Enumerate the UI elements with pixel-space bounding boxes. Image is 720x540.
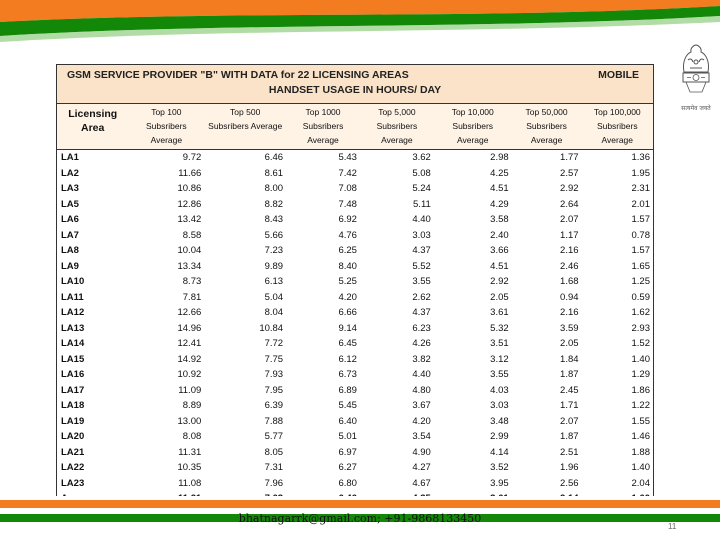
value-cell: 1.65: [631, 260, 650, 272]
value-cell: 4.51: [490, 260, 509, 272]
table-body: [57, 150, 654, 508]
column-header-top5000: Top 5,000 Subsribers Average: [360, 104, 434, 150]
value-cell: 12.66: [177, 307, 202, 318]
value-cell: 12.86: [177, 198, 202, 210]
value-cell: 2.07: [560, 415, 579, 427]
value-cell: 2.93: [631, 322, 650, 334]
value-cell: 6.39: [264, 400, 284, 411]
value-cell: 8.04: [264, 307, 284, 318]
value-cell: 4.26: [412, 338, 431, 349]
area-cell: LA15: [61, 353, 85, 365]
value-cell: 3.03: [490, 400, 509, 411]
area-cell: LA14: [61, 338, 85, 349]
table-row: [57, 181, 654, 197]
value-cell: 1.86: [631, 384, 650, 396]
table-row: [57, 212, 654, 228]
area-cell: LA7: [61, 229, 79, 241]
column-header-top50000: Top 50,000 Subsribers Average: [512, 104, 582, 150]
value-cell: 2.05: [560, 338, 579, 349]
value-cell: 5.45: [338, 400, 357, 411]
value-cell: 5.11: [413, 198, 431, 210]
mobile-label: MOBILE: [598, 69, 639, 81]
value-cell: 1.87: [560, 369, 579, 380]
value-cell: 5.66: [264, 229, 284, 241]
value-cell: 6.66: [338, 307, 357, 318]
value-cell: 5.01: [338, 431, 357, 442]
value-cell: 4.03: [490, 384, 509, 396]
table-row: [57, 398, 654, 414]
top-tricolour-band: [0, 0, 720, 44]
table-row: [57, 460, 654, 476]
area-cell: LA1: [61, 152, 79, 163]
value-cell: 3.54: [412, 431, 431, 442]
value-cell: 4.37: [412, 307, 431, 318]
value-cell: 8.58: [182, 229, 202, 241]
value-cell: 5.77: [264, 431, 284, 442]
value-cell: 4.80: [412, 384, 431, 396]
value-cell: 11.09: [178, 384, 202, 396]
value-cell: 10.92: [177, 369, 202, 380]
table-row: [57, 166, 654, 182]
value-cell: 4.90: [412, 446, 431, 458]
value-cell: 1.62: [631, 307, 650, 318]
value-cell: 1.52: [631, 338, 650, 349]
value-cell: 7.31: [264, 462, 284, 473]
value-cell: 5.25: [338, 276, 357, 287]
value-cell: 6.12: [338, 353, 357, 365]
value-cell: 3.52: [490, 462, 509, 473]
value-cell: 5.32: [490, 322, 509, 334]
value-cell: 0.78: [631, 229, 650, 241]
area-cell: LA8: [61, 245, 79, 256]
value-cell: 4.67: [412, 477, 431, 489]
table-title: GSM SERVICE PROVIDER "B" WITH DATA for 22 LICENSING AREAS: [67, 69, 409, 81]
usage-table: [56, 64, 654, 508]
value-cell: 8.61: [264, 167, 284, 179]
value-cell: 3.61: [490, 307, 509, 318]
table-row: [57, 352, 654, 368]
value-cell: 2.04: [631, 477, 650, 489]
value-cell: 2.98: [490, 152, 509, 163]
value-cell: 11.66: [178, 167, 202, 179]
value-cell: 6.73: [338, 369, 357, 380]
value-cell: 7.95: [264, 384, 284, 396]
national-emblem-icon: [676, 42, 716, 104]
value-cell: 5.43: [338, 152, 357, 163]
footer-contact: bhatnagarrk@gmail.com; +91-9868133450: [238, 512, 482, 525]
value-cell: 13.34: [177, 260, 202, 272]
value-cell: 1.68: [560, 276, 579, 287]
value-cell: 1.55: [631, 415, 650, 427]
value-cell: 1.87: [560, 431, 579, 442]
value-cell: 6.92: [338, 214, 357, 225]
value-cell: 1.95: [631, 167, 650, 179]
value-cell: 10.86: [177, 183, 202, 194]
value-cell: 4.29: [490, 198, 509, 210]
value-cell: 10.35: [177, 462, 202, 473]
value-cell: 0.59: [631, 291, 650, 303]
value-cell: 0.94: [560, 291, 579, 303]
column-header-top10000: Top 10,000 Subsribers Average: [434, 104, 512, 150]
table-row: [57, 476, 654, 492]
table-row: [57, 414, 654, 430]
value-cell: 4.14: [490, 446, 509, 458]
value-cell: 2.16: [560, 245, 579, 256]
table-row: [57, 367, 654, 383]
value-cell: 5.08: [412, 167, 431, 179]
value-cell: 1.77: [560, 152, 579, 163]
value-cell: 2.56: [560, 477, 579, 489]
value-cell: 2.05: [490, 291, 509, 303]
value-cell: 1.25: [631, 276, 650, 287]
value-cell: 1.40: [631, 462, 650, 473]
value-cell: 1.36: [631, 152, 650, 163]
value-cell: 11.31: [178, 446, 202, 458]
value-cell: 6.45: [338, 338, 357, 349]
value-cell: 4.51: [490, 183, 509, 194]
value-cell: 2.07: [560, 214, 579, 225]
value-cell: 8.05: [264, 446, 284, 458]
table-row: [57, 150, 654, 166]
value-cell: 9.14: [338, 322, 357, 334]
value-cell: 9.89: [264, 260, 284, 272]
value-cell: 6.13: [264, 276, 284, 287]
value-cell: 1.17: [560, 229, 579, 241]
value-cell: 14.92: [177, 353, 202, 365]
value-cell: 3.55: [490, 369, 509, 380]
value-cell: 2.62: [412, 291, 431, 303]
value-cell: 3.03: [412, 229, 431, 241]
area-cell: LA6: [61, 214, 79, 225]
area-cell: LA17: [61, 384, 85, 396]
value-cell: 5.52: [412, 260, 431, 272]
area-cell: LA3: [61, 183, 79, 194]
value-cell: 13.00: [177, 415, 202, 427]
value-cell: 7.75: [264, 353, 284, 365]
value-cell: 3.82: [412, 353, 431, 365]
value-cell: 3.95: [490, 477, 509, 489]
area-cell: LA18: [61, 400, 85, 411]
title-row: [57, 65, 654, 104]
value-cell: 4.20: [338, 291, 357, 303]
value-cell: 10.04: [177, 245, 202, 256]
area-cell: LA10: [61, 276, 85, 287]
column-header-top100000: Top 100,000 Subsribers Average: [582, 104, 654, 150]
table-row: [57, 197, 654, 213]
table-row: [57, 305, 654, 321]
table-row: [57, 445, 654, 461]
value-cell: 11.08: [178, 477, 202, 489]
value-cell: 7.81: [182, 291, 202, 303]
area-cell: LA2: [61, 167, 79, 179]
table-row: [57, 274, 654, 290]
value-cell: 2.31: [631, 183, 650, 194]
value-cell: 3.58: [490, 214, 509, 225]
value-cell: 3.67: [412, 400, 431, 411]
value-cell: 2.46: [560, 260, 579, 272]
value-cell: 2.64: [560, 198, 579, 210]
column-header-row: [57, 104, 654, 150]
value-cell: 6.97: [338, 446, 357, 458]
value-cell: 2.92: [560, 183, 579, 194]
value-cell: 8.82: [264, 198, 284, 210]
value-cell: 1.96: [560, 462, 579, 473]
value-cell: 6.25: [338, 245, 357, 256]
area-cell: LA12: [61, 307, 85, 318]
value-cell: 2.51: [560, 446, 579, 458]
value-cell: 1.57: [631, 245, 650, 256]
value-cell: 1.88: [631, 446, 650, 458]
value-cell: 2.40: [490, 229, 509, 241]
area-cell: LA11: [61, 291, 84, 303]
value-cell: 13.42: [177, 214, 202, 225]
value-cell: 3.55: [412, 276, 431, 287]
column-header-top500: Top 500 Subsribers Average: [204, 104, 286, 150]
value-cell: 5.24: [412, 183, 431, 194]
value-cell: 1.40: [631, 353, 650, 365]
value-cell: 3.48: [490, 415, 509, 427]
value-cell: 6.46: [264, 152, 284, 163]
area-cell: LA16: [61, 369, 85, 380]
area-cell: LA21: [61, 446, 85, 458]
value-cell: 4.37: [412, 245, 431, 256]
value-cell: 2.99: [490, 431, 509, 442]
value-cell: 2.57: [560, 167, 579, 179]
value-cell: 7.42: [338, 167, 357, 179]
column-header-top100: Top 100 Subsribers Average: [128, 104, 204, 150]
page-number: 11: [668, 522, 677, 531]
title-cell: [57, 65, 654, 104]
area-cell: LA19: [61, 415, 85, 427]
value-cell: 14.96: [177, 322, 202, 334]
value-cell: 7.88: [264, 415, 284, 427]
table-row: [57, 259, 654, 275]
value-cell: 1.22: [631, 400, 650, 411]
area-cell: LA13: [61, 322, 85, 334]
table-row: [57, 321, 654, 337]
value-cell: 3.59: [560, 322, 579, 334]
value-cell: 1.29: [631, 369, 650, 380]
value-cell: 5.04: [264, 291, 284, 303]
value-cell: 3.66: [490, 245, 509, 256]
value-cell: 2.01: [631, 198, 650, 210]
value-cell: 8.73: [182, 276, 202, 287]
area-cell: LA20: [61, 431, 85, 442]
column-header-area: Licensing Area: [57, 104, 129, 150]
value-cell: 7.48: [338, 198, 357, 210]
value-cell: 4.40: [412, 369, 431, 380]
value-cell: 2.45: [560, 384, 579, 396]
value-cell: 2.92: [490, 276, 509, 287]
table-row: [57, 228, 654, 244]
value-cell: 8.89: [182, 400, 202, 411]
area-cell: LA22: [61, 462, 85, 473]
table-subtitle: HANDSET USAGE IN HOURS/ DAY: [268, 84, 442, 96]
value-cell: 4.20: [412, 415, 431, 427]
value-cell: 4.27: [412, 462, 431, 473]
value-cell: 6.89: [338, 384, 357, 396]
emblem-caption: सत्यमेव जयते: [681, 105, 711, 112]
value-cell: 8.00: [264, 183, 284, 194]
value-cell: 4.40: [412, 214, 431, 225]
area-cell: LA5: [61, 198, 79, 210]
table-row: [57, 243, 654, 259]
value-cell: 9.72: [182, 152, 202, 163]
area-cell: LA23: [61, 477, 85, 489]
column-header-top1000: Top 1000 Subsribers Average: [286, 104, 360, 150]
table-row: [57, 383, 654, 399]
value-cell: 1.71: [560, 400, 579, 411]
value-cell: 6.40: [338, 415, 357, 427]
value-cell: 6.23: [412, 322, 431, 334]
value-cell: 3.51: [490, 338, 509, 349]
value-cell: 8.43: [264, 214, 284, 225]
value-cell: 1.46: [631, 431, 650, 442]
value-cell: 7.23: [264, 245, 284, 256]
value-cell: 12.41: [177, 338, 202, 349]
value-cell: 7.96: [264, 477, 284, 489]
value-cell: 1.84: [560, 353, 579, 365]
value-cell: 8.08: [182, 431, 202, 442]
value-cell: 4.76: [338, 229, 357, 241]
value-cell: 2.16: [560, 307, 579, 318]
value-cell: 7.72: [264, 338, 284, 349]
value-cell: 3.12: [490, 353, 509, 365]
value-cell: 10.84: [259, 322, 284, 334]
area-cell: LA9: [61, 260, 79, 272]
value-cell: 1.57: [631, 214, 650, 225]
value-cell: 3.62: [412, 152, 431, 163]
table-row: [57, 429, 654, 445]
value-cell: 6.80: [338, 477, 357, 489]
value-cell: 7.93: [264, 369, 284, 380]
value-cell: 4.25: [490, 167, 509, 179]
value-cell: 6.27: [338, 462, 357, 473]
table-row: [57, 336, 654, 352]
value-cell: 8.40: [338, 260, 357, 272]
table-row: [57, 290, 654, 306]
value-cell: 7.08: [338, 183, 357, 194]
